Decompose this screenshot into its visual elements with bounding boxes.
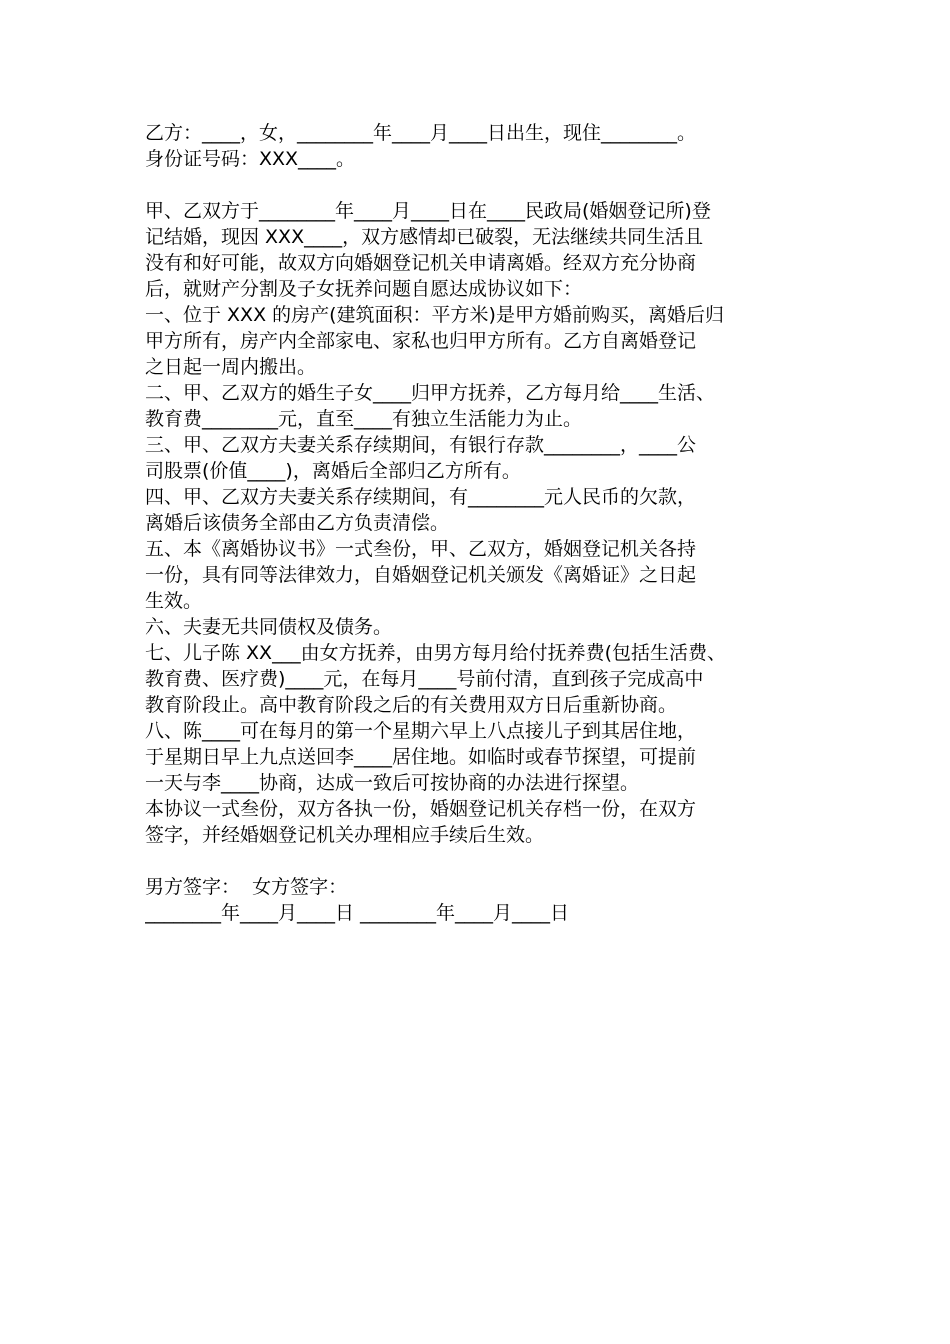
body-line: 没有和好可能，故双方向婚姻登记机关申请离婚。经双方充分协商 bbox=[145, 252, 697, 274]
clause-7-line: 教育费、医疗费)____元，在每月____号前付清，直到孩子完成高中 bbox=[145, 668, 704, 690]
clause-6-line: 六、夫妻无共同债权及债务。 bbox=[145, 616, 393, 638]
body-line: 甲、乙双方于________年____月____日在____民政局(婚姻登记所)登 bbox=[145, 200, 711, 222]
clause-3-line: 司股票(价值____)，离婚后全部归乙方所有。 bbox=[145, 460, 521, 482]
clause-1-line: 一、位于 XXX 的房产(建筑面积：平方米)是甲方婚前购买，离婚后归 bbox=[145, 304, 724, 326]
clause-8-line: 一天与李____协商，达成一致后可按协商的办法进行探望。 bbox=[145, 772, 640, 794]
clause-7-line: 教育阶段止。高中教育阶段之后的有关费用双方日后重新协商。 bbox=[145, 694, 678, 716]
closing-line: 本协议一式叁份，双方各执一份，婚姻登记机关存档一份，在双方 bbox=[145, 798, 697, 820]
party-b-section bbox=[145, 120, 815, 172]
clause-2-line: 教育费________元，直至____有独立生活能力为止。 bbox=[145, 408, 583, 430]
clause-4-line: 四、甲、乙双方夫妻关系存续期间，有________元人民币的欠款， bbox=[145, 486, 697, 508]
clause-5-line: 五、本《离婚协议书》一式叁份，甲、乙双方，婚姻登记机关各持 bbox=[145, 538, 697, 560]
clause-1-line: 之日起一周内搬出。 bbox=[145, 356, 317, 378]
signature-date-blanks: ________年____月____日 ________年____月____日 bbox=[145, 902, 570, 924]
clause-4-line: 离婚后该债务全部由乙方负责清偿。 bbox=[145, 512, 450, 534]
clause-7-line: 七、儿子陈 XX___由女方抚养，由男方每月给付抚养费(包括生活费、 bbox=[145, 642, 726, 664]
clause-3-line: 三、甲、乙双方夫妻关系存续期间，有银行存款________，____公 bbox=[145, 434, 697, 456]
signature-labels: 男方签字： 女方签字： bbox=[145, 876, 348, 898]
agreement-body bbox=[145, 198, 815, 848]
clause-8-line: 于星期日早上九点送回李____居住地。如临时或春节探望，可提前 bbox=[145, 746, 697, 768]
spacer bbox=[145, 848, 815, 874]
document-page bbox=[145, 120, 815, 926]
party-b-line: 乙方：____，女，________年____月____日出生，现住________。 bbox=[145, 122, 697, 144]
signature-section bbox=[145, 874, 815, 926]
id-number-line: 身份证号码：XXX____。 bbox=[145, 148, 356, 170]
body-line: 后，就财产分割及子女抚养问题自愿达成协议如下： bbox=[145, 278, 583, 300]
clause-5-line: 一份，具有同等法律效力，自婚姻登记机关颁发《离婚证》之日起 bbox=[145, 564, 697, 586]
closing-line: 签字，并经婚姻登记机关办理相应手续后生效。 bbox=[145, 824, 545, 846]
clause-2-line: 二、甲、乙双方的婚生子女____归甲方抚养，乙方每月给____生活、 bbox=[145, 382, 716, 404]
clause-1-line: 甲方所有，房产内全部家电、家私也归甲方所有。乙方自离婚登记 bbox=[145, 330, 697, 352]
clause-5-line: 生效。 bbox=[145, 590, 203, 612]
spacer bbox=[145, 172, 815, 198]
clause-8-line: 八、陈____可在每月的第一个星期六早上八点接儿子到其居住地， bbox=[145, 720, 697, 742]
body-line: 记结婚，现因 XXX____，双方感情却已破裂，无法继续共同生活且 bbox=[145, 226, 704, 248]
